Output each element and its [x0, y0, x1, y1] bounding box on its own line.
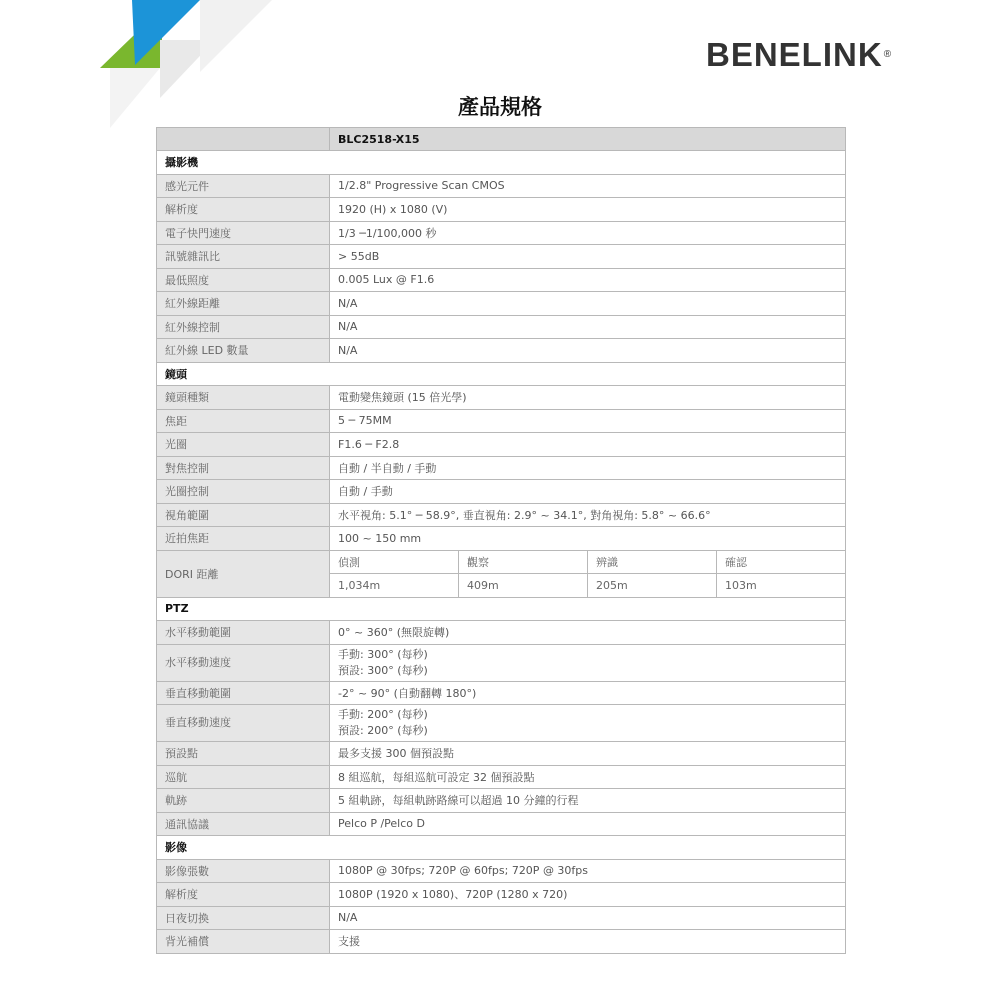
spec-value: 0.005 Lux @ F1.6 — [330, 268, 846, 292]
section-title-image: 影像 — [157, 836, 846, 860]
table-row — [157, 409, 846, 433]
section-row-ptz — [157, 597, 846, 621]
spec-value: -2° ~ 90° (自動翻轉 180°) — [330, 681, 846, 705]
table-row — [157, 859, 846, 883]
spec-value: F1.6 ─ F2.8 — [330, 433, 846, 457]
spec-label: 焦距 — [157, 409, 330, 433]
spec-value: 電動變焦鏡頭 (15 倍光學) — [330, 386, 846, 410]
table-row — [157, 742, 846, 766]
spec-value: 5 組軌跡，每組軌跡路線可以超過 10 分鐘的行程 — [330, 789, 846, 813]
spec-label: 解析度 — [157, 883, 330, 907]
grey-triangle-2 — [200, 0, 272, 72]
spec-value: > 55dB — [330, 245, 846, 269]
table-row — [157, 480, 846, 504]
brand-logo — [706, 38, 892, 72]
spec-label: 訊號雜訊比 — [157, 245, 330, 269]
spec-label: 電子快門速度 — [157, 221, 330, 245]
spec-value-line: 預設: 300° (每秒) — [338, 663, 428, 677]
dori-value: 409m — [459, 574, 588, 598]
spec-value: N/A — [330, 906, 846, 930]
section-row-camera — [157, 151, 846, 175]
spec-label: 視角範圍 — [157, 503, 330, 527]
table-row — [157, 315, 846, 339]
spec-value: Pelco P /Pelco D — [330, 812, 846, 836]
section-title-ptz: PTZ — [157, 597, 846, 621]
spec-label: 光圈 — [157, 433, 330, 457]
spec-label: 垂直移動範圍 — [157, 681, 330, 705]
spec-value: N/A — [330, 315, 846, 339]
spec-value-line: 手動: 300° (每秒) — [338, 647, 428, 661]
table-row — [157, 245, 846, 269]
section-title-lens: 鏡頭 — [157, 362, 846, 386]
spec-value-line: 預設: 200° (每秒) — [338, 724, 428, 737]
table-row — [157, 174, 846, 198]
spec-value-multiline — [330, 644, 846, 681]
spec-label: 預設點 — [157, 742, 330, 766]
table-row — [157, 765, 846, 789]
spec-value-multiline — [330, 705, 846, 742]
dori-header: 觀察 — [459, 550, 588, 574]
spec-label: 巡航 — [157, 765, 330, 789]
spec-label: 軌跡 — [157, 789, 330, 813]
spec-value: 1/3 ─1/100,000 秒 — [330, 221, 846, 245]
brand-name: BENELINK — [706, 36, 883, 73]
dori-header-row — [157, 550, 846, 574]
spec-label: 紅外線 LED 數量 — [157, 339, 330, 363]
table-row — [157, 644, 846, 681]
registered-mark: ® — [883, 49, 893, 60]
spec-value: 0° ~ 360° (無限旋轉) — [330, 621, 846, 645]
dori-header: 確認 — [717, 550, 846, 574]
table-row — [157, 268, 846, 292]
table-row — [157, 456, 846, 480]
table-row — [157, 503, 846, 527]
table-row — [157, 527, 846, 551]
spec-value: 1080P @ 30fps; 720P @ 60fps; 720P @ 30fps — [330, 859, 846, 883]
spec-label: 背光補償 — [157, 930, 330, 954]
table-row — [157, 292, 846, 316]
spec-value: 最多支援 300 個預設點 — [330, 742, 846, 766]
spec-value: 自動 / 半自動 / 手動 — [330, 456, 846, 480]
table-row — [157, 198, 846, 222]
table-row — [157, 221, 846, 245]
dori-value: 1,034m — [330, 574, 459, 598]
spec-label: 鏡頭種類 — [157, 386, 330, 410]
table-row — [157, 930, 846, 954]
spec-value: N/A — [330, 292, 846, 316]
table-row — [157, 812, 846, 836]
spec-label: 對焦控制 — [157, 456, 330, 480]
spec-label: 通訊協議 — [157, 812, 330, 836]
table-row — [157, 883, 846, 907]
spec-value: 支援 — [330, 930, 846, 954]
table-header-row — [157, 128, 846, 151]
spec-value-line: 手動: 200° (每秒) — [338, 708, 428, 721]
spec-label: 感光元件 — [157, 174, 330, 198]
dori-header: 偵測 — [330, 550, 459, 574]
spec-label: 水平移動速度 — [157, 644, 330, 681]
spec-label: 近拍焦距 — [157, 527, 330, 551]
table-row — [157, 906, 846, 930]
spec-label: 影像張數 — [157, 859, 330, 883]
spec-value: 100 ~ 150 mm — [330, 527, 846, 551]
dori-value: 103m — [717, 574, 846, 598]
table-row — [157, 789, 846, 813]
page-title: 產品規格 — [458, 95, 542, 119]
section-row-image — [157, 836, 846, 860]
spec-table — [156, 127, 846, 954]
table-row — [157, 705, 846, 742]
spec-value: 自動 / 手動 — [330, 480, 846, 504]
spec-label: 垂直移動速度 — [157, 705, 330, 742]
model-name: BLC2518-X15 — [330, 128, 846, 151]
section-row-lens — [157, 362, 846, 386]
table-row — [157, 433, 846, 457]
table-row — [157, 386, 846, 410]
header-blank-cell — [157, 128, 330, 151]
spec-value: 1/2.8" Progressive Scan CMOS — [330, 174, 846, 198]
table-row — [157, 339, 846, 363]
spec-value: 5 ─ 75MM — [330, 409, 846, 433]
spec-value: 1080P (1920 x 1080)、720P (1280 x 720) — [330, 883, 846, 907]
table-row — [157, 681, 846, 705]
dori-label: DORI 距離 — [157, 550, 330, 597]
spec-value: 水平視角: 5.1° ─ 58.9°, 垂直視角: 2.9° ~ 34.1°, 對角視角: 5.8° ~ 66.6° — [330, 503, 846, 527]
spec-label: 光圈控制 — [157, 480, 330, 504]
section-title-camera: 攝影機 — [157, 151, 846, 175]
spec-label: 紅外線控制 — [157, 315, 330, 339]
spec-label: 水平移動範圍 — [157, 621, 330, 645]
spec-label: 解析度 — [157, 198, 330, 222]
spec-label: 紅外線距離 — [157, 292, 330, 316]
spec-value: 1920 (H) x 1080 (V) — [330, 198, 846, 222]
spec-value: 8 組巡航，每組巡航可設定 32 個預設點 — [330, 765, 846, 789]
spec-label: 最低照度 — [157, 268, 330, 292]
dori-header: 辨識 — [588, 550, 717, 574]
table-row — [157, 621, 846, 645]
spec-label: 日夜切換 — [157, 906, 330, 930]
spec-value: N/A — [330, 339, 846, 363]
dori-value: 205m — [588, 574, 717, 598]
